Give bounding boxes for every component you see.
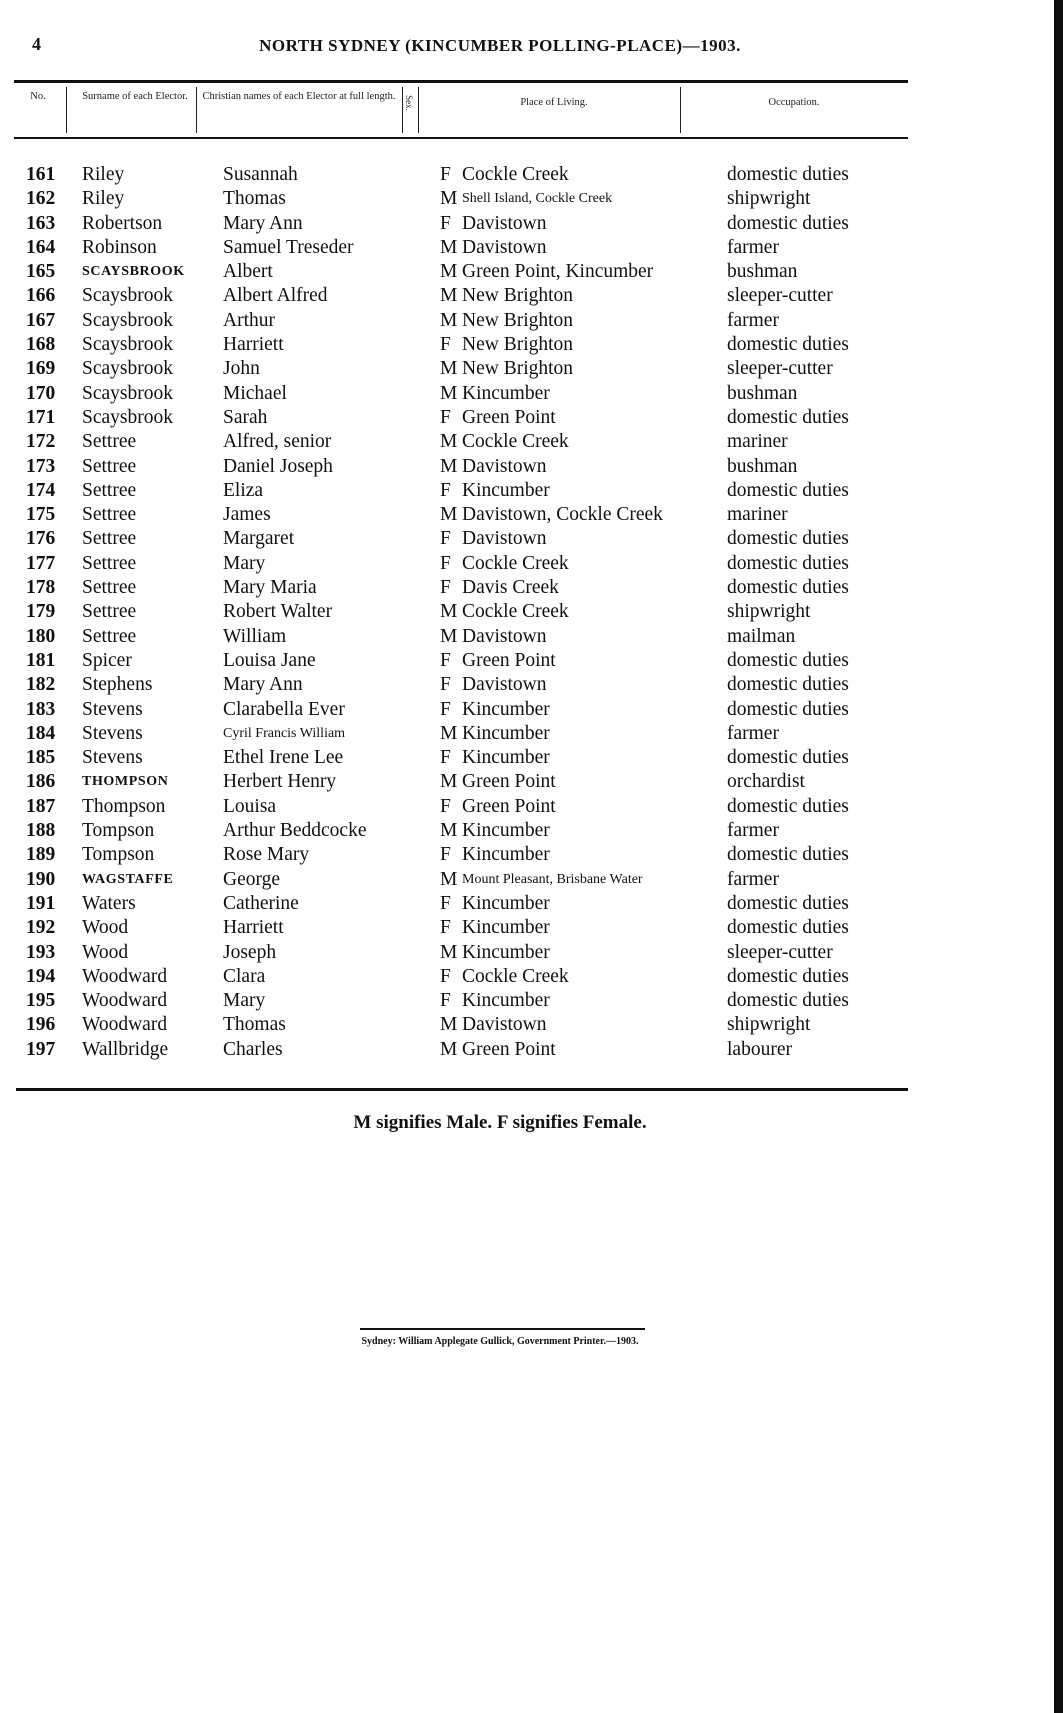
elector-occupation: shipwright: [727, 188, 811, 210]
elector-sex: F: [440, 698, 451, 720]
elector-place: Cockle Creek: [462, 965, 569, 987]
elector-surname: Waters: [82, 892, 136, 914]
elector-christian-names: Thomas: [223, 188, 286, 210]
elector-surname: Settree: [82, 577, 137, 599]
elector-christian-names: Daniel Joseph: [223, 455, 333, 477]
elector-no: 161: [26, 164, 56, 185]
elector-christian-names: Albert Alfred: [223, 285, 328, 307]
elector-christian-names: Harriett: [223, 334, 284, 356]
column-divider: [196, 87, 197, 133]
elector-place: Davistown: [462, 528, 547, 550]
elector-occupation: domestic duties: [727, 917, 849, 939]
table-row: [14, 187, 908, 211]
elector-occupation: bushman: [727, 382, 798, 404]
elector-christian-names: Harriett: [223, 917, 284, 939]
elector-occupation: labourer: [727, 1038, 792, 1060]
elector-occupation: mailman: [727, 625, 796, 647]
elector-sex: F: [440, 406, 451, 428]
table-row: [14, 479, 908, 503]
elector-surname: Wallbridge: [82, 1038, 169, 1060]
elector-no: 195: [26, 990, 56, 1012]
elector-surname: Settree: [82, 455, 137, 477]
table-row: [14, 941, 908, 965]
elector-surname: Settree: [82, 504, 137, 526]
elector-no: 166: [26, 285, 56, 307]
elector-no: 173: [26, 455, 56, 477]
elector-sex: F: [440, 747, 451, 769]
elector-no: 182: [26, 674, 56, 696]
elector-place: Kincumber: [462, 698, 550, 720]
elector-surname: Scaysbrook: [82, 285, 173, 307]
elector-occupation: shipwright: [727, 601, 811, 623]
elector-christian-names: Alfred, senior: [223, 431, 332, 453]
table-row: [14, 795, 908, 819]
elector-sex: M: [440, 941, 458, 963]
table-row: [14, 989, 908, 1013]
elector-no: 172: [26, 431, 56, 453]
elector-sex: M: [440, 358, 458, 380]
elector-surname: Woodward: [82, 1014, 168, 1036]
elector-place: Kincumber: [462, 990, 550, 1012]
table-row: [14, 892, 908, 916]
elector-christian-names: Robert Walter: [223, 601, 333, 623]
elector-occupation: domestic duties: [727, 698, 849, 720]
elector-christian-names: James: [223, 504, 271, 526]
elector-occupation: domestic duties: [727, 406, 849, 428]
elector-occupation: orchardist: [727, 771, 805, 793]
elector-christian-names: Joseph: [223, 941, 277, 963]
col-header-place: Place of Living.: [520, 97, 588, 108]
elector-surname: Settree: [82, 552, 137, 574]
elector-sex: M: [440, 236, 458, 258]
table-row: [14, 1013, 908, 1037]
elector-sex: M: [440, 1038, 458, 1060]
elector-surname: Wood: [82, 941, 129, 963]
elector-place: Kincumber: [462, 382, 550, 404]
elector-no: 194: [26, 965, 56, 987]
elector-place: Davistown: [462, 455, 547, 477]
elector-occupation: domestic duties: [727, 552, 849, 574]
table-row: [14, 212, 908, 236]
elector-christian-names: Mary: [223, 552, 266, 574]
elector-no: 184: [26, 722, 56, 744]
elector-surname: Scaysbrook: [82, 382, 173, 404]
elector-christian-names: Samuel Treseder: [223, 236, 354, 258]
elector-occupation: bushman: [727, 261, 798, 283]
sex-legend: M signifies Male. F signifies Female.: [353, 1112, 647, 1133]
elector-sex: M: [440, 1014, 458, 1036]
elector-occupation: domestic duties: [727, 965, 849, 987]
table-row: [14, 236, 908, 260]
elector-no: 192: [26, 917, 56, 939]
table-row: [14, 357, 908, 381]
elector-place: Kincumber: [462, 747, 550, 769]
elector-christian-names: Herbert Henry: [223, 771, 337, 793]
elector-no: 181: [26, 649, 56, 671]
elector-no: 179: [26, 601, 56, 623]
elector-christian-names: Clara: [223, 965, 266, 987]
elector-sex: F: [440, 528, 451, 550]
bottom-rule: [16, 1088, 908, 1091]
elector-no: 193: [26, 941, 56, 963]
elector-occupation: domestic duties: [727, 990, 849, 1012]
elector-christian-names: John: [223, 358, 260, 380]
elector-place: Green Point: [462, 649, 556, 671]
elector-occupation: sleeper-cutter: [727, 285, 833, 307]
elector-place: Shell Island, Cockle Creek: [462, 191, 613, 207]
elector-list: [14, 163, 908, 1062]
table-row: [14, 916, 908, 940]
elector-surname: Stephens: [82, 674, 153, 696]
elector-place: Kincumber: [462, 917, 550, 939]
elector-occupation: farmer: [727, 820, 779, 842]
elector-occupation: domestic duties: [727, 747, 849, 769]
elector-occupation: farmer: [727, 236, 779, 258]
elector-sex: F: [440, 965, 451, 987]
elector-sex: F: [440, 795, 451, 817]
elector-occupation: domestic duties: [727, 649, 849, 671]
elector-no: 169: [26, 358, 56, 380]
elector-surname: Woodward: [82, 965, 168, 987]
elector-place: Mount Pleasant, Brisbane Water: [462, 871, 643, 887]
elector-no: 165: [26, 261, 56, 283]
elector-occupation: domestic duties: [727, 528, 849, 550]
elector-surname: Scaysbrook: [82, 358, 173, 380]
elector-sex: M: [440, 285, 458, 307]
elector-christian-names: William: [223, 625, 287, 647]
table-row: [14, 309, 908, 333]
elector-place: Kincumber: [462, 820, 550, 842]
elector-sex: M: [440, 261, 458, 283]
elector-sex: M: [440, 868, 458, 890]
elector-occupation: farmer: [727, 868, 779, 890]
elector-surname: Wood: [82, 917, 129, 939]
elector-no: 188: [26, 820, 56, 842]
elector-surname: Thompson: [82, 795, 166, 817]
elector-sex: M: [440, 504, 458, 526]
table-row: [14, 868, 908, 892]
elector-sex: M: [440, 625, 458, 647]
elector-surname: Tompson: [82, 844, 155, 866]
table-row: [14, 722, 908, 746]
elector-surname: Settree: [82, 601, 137, 623]
elector-no: 163: [26, 212, 56, 234]
elector-place: Davistown: [462, 212, 547, 234]
imprint-rule: [360, 1328, 645, 1330]
col-header-no: No.: [30, 91, 46, 102]
elector-occupation: mariner: [727, 504, 788, 526]
elector-christian-names: Sarah: [223, 406, 268, 428]
elector-surname: Robinson: [82, 236, 157, 258]
elector-sex: F: [440, 674, 451, 696]
elector-surname: Stevens: [82, 698, 143, 720]
table-row: [14, 1038, 908, 1062]
elector-occupation: domestic duties: [727, 577, 849, 599]
table-row: [14, 260, 908, 284]
column-divider: [680, 87, 681, 133]
table-row: [14, 552, 908, 576]
page-number: 4: [32, 34, 41, 54]
table-row: [14, 673, 908, 697]
elector-christian-names: Cyril Francis William: [223, 725, 346, 741]
elector-occupation: sleeper-cutter: [727, 358, 833, 380]
elector-christian-names: Rose Mary: [223, 844, 310, 866]
elector-occupation: domestic duties: [727, 212, 849, 234]
elector-no: 171: [26, 406, 56, 428]
elector-sex: F: [440, 552, 451, 574]
elector-no: 186: [26, 771, 56, 793]
elector-surname: Riley: [82, 188, 125, 210]
elector-christian-names: Mary Ann: [223, 212, 303, 234]
elector-place: Cockle Creek: [462, 431, 569, 453]
elector-christian-names: Mary Maria: [223, 577, 317, 599]
column-divider: [66, 87, 67, 133]
elector-sex: F: [440, 479, 451, 501]
elector-sex: F: [440, 577, 451, 599]
column-divider: [418, 87, 419, 133]
elector-christian-names: Thomas: [223, 1014, 286, 1036]
elector-surname: SCAYSBROOK: [82, 264, 185, 280]
elector-sex: F: [440, 212, 451, 234]
elector-surname: Scaysbrook: [82, 309, 173, 331]
elector-place: Green Point: [462, 1038, 556, 1060]
elector-sex: M: [440, 722, 458, 744]
elector-occupation: sleeper-cutter: [727, 941, 833, 963]
table-row: [14, 625, 908, 649]
elector-sex: F: [440, 917, 451, 939]
elector-place: Davistown: [462, 674, 547, 696]
elector-no: 196: [26, 1014, 56, 1036]
elector-surname: WAGSTAFFE: [82, 871, 174, 887]
table-row: [14, 430, 908, 454]
elector-sex: M: [440, 601, 458, 623]
table-row: [14, 770, 908, 794]
elector-occupation: domestic duties: [727, 334, 849, 356]
table-row: [14, 746, 908, 770]
elector-place: Davis Creek: [462, 577, 559, 599]
table-row: [14, 600, 908, 624]
elector-christian-names: Clarabella Ever: [223, 698, 345, 720]
elector-surname: Settree: [82, 625, 137, 647]
elector-place: New Brighton: [462, 309, 574, 331]
elector-christian-names: Louisa Jane: [223, 649, 316, 671]
elector-no: 175: [26, 504, 56, 526]
elector-place: New Brighton: [462, 334, 574, 356]
table-row: [14, 284, 908, 308]
scan-edge: [1054, 0, 1063, 1713]
elector-place: Davistown: [462, 1014, 547, 1036]
table-row: [14, 406, 908, 430]
elector-christian-names: Louisa: [223, 795, 277, 817]
elector-place: Kincumber: [462, 892, 550, 914]
elector-sex: F: [440, 844, 451, 866]
elector-christian-names: Charles: [223, 1038, 283, 1060]
elector-occupation: shipwright: [727, 1014, 811, 1036]
elector-place: New Brighton: [462, 285, 574, 307]
elector-place: Cockle Creek: [462, 164, 569, 185]
elector-occupation: mariner: [727, 431, 788, 453]
elector-no: 190: [26, 868, 56, 890]
col-header-occupation: Occupation.: [768, 97, 820, 108]
elector-no: 177: [26, 552, 56, 574]
elector-no: 178: [26, 577, 56, 599]
elector-occupation: farmer: [727, 309, 779, 331]
elector-place: Davistown: [462, 236, 547, 258]
elector-christian-names: Michael: [223, 382, 287, 404]
elector-sex: M: [440, 431, 458, 453]
elector-christian-names: Ethel Irene Lee: [223, 747, 344, 769]
elector-sex: M: [440, 771, 458, 793]
elector-surname: Woodward: [82, 990, 168, 1012]
elector-surname: Stevens: [82, 722, 143, 744]
table-row: [14, 163, 908, 187]
elector-surname: Settree: [82, 479, 137, 501]
elector-place: Green Point: [462, 795, 556, 817]
table-header: [14, 80, 908, 139]
elector-sex: F: [440, 892, 451, 914]
elector-place: Green Point: [462, 406, 556, 428]
elector-christian-names: Arthur Beddcocke: [223, 820, 367, 842]
elector-surname: Settree: [82, 431, 137, 453]
elector-place: Cockle Creek: [462, 552, 569, 574]
table-row: [14, 503, 908, 527]
table-row: [14, 698, 908, 722]
table-row: [14, 382, 908, 406]
elector-christian-names: Margaret: [223, 528, 295, 550]
elector-no: 176: [26, 528, 56, 550]
elector-christian-names: George: [223, 868, 281, 890]
elector-place: Green Point: [462, 771, 556, 793]
elector-sex: M: [440, 455, 458, 477]
elector-no: 164: [26, 236, 56, 258]
elector-no: 170: [26, 382, 56, 404]
elector-sex: F: [440, 334, 451, 356]
elector-place: Cockle Creek: [462, 601, 569, 623]
elector-place: Kincumber: [462, 479, 550, 501]
elector-place: Kincumber: [462, 722, 550, 744]
elector-surname: Scaysbrook: [82, 334, 173, 356]
elector-occupation: domestic duties: [727, 674, 849, 696]
elector-surname: THOMPSON: [82, 774, 169, 790]
elector-no: 187: [26, 795, 56, 817]
elector-no: 168: [26, 334, 56, 356]
elector-surname: Robertson: [82, 212, 163, 234]
elector-christian-names: Mary Ann: [223, 674, 303, 696]
elector-place: Davistown, Cockle Creek: [462, 504, 663, 526]
elector-sex: M: [440, 188, 458, 210]
table-row: [14, 333, 908, 357]
elector-christian-names: Eliza: [223, 479, 264, 501]
elector-surname: Scaysbrook: [82, 406, 173, 428]
elector-christian-names: Arthur: [223, 309, 275, 331]
table-row: [14, 965, 908, 989]
elector-no: 180: [26, 625, 56, 647]
col-header-christian: Christian names of each Elector at full length.: [202, 91, 396, 102]
elector-occupation: domestic duties: [727, 844, 849, 866]
elector-christian-names: Susannah: [223, 164, 298, 185]
elector-place: Green Point, Kincumber: [462, 261, 654, 283]
elector-occupation: domestic duties: [727, 479, 849, 501]
elector-place: Davistown: [462, 625, 547, 647]
elector-sex: F: [440, 649, 451, 671]
col-header-surname: Surname of each Elector.: [82, 91, 188, 102]
elector-surname: Spicer: [82, 649, 132, 671]
elector-christian-names: Mary: [223, 990, 266, 1012]
elector-occupation: domestic duties: [727, 892, 849, 914]
elector-occupation: bushman: [727, 455, 798, 477]
elector-surname: Riley: [82, 164, 125, 185]
table-row: [14, 576, 908, 600]
elector-sex: F: [440, 990, 451, 1012]
elector-occupation: domestic duties: [727, 164, 849, 185]
elector-sex: M: [440, 309, 458, 331]
printer-imprint: Sydney: William Applegate Gullick, Government Printer.—1903.: [361, 1336, 639, 1347]
page-title: NORTH SYDNEY (KINCUMBER POLLING-PLACE)—1903.: [259, 36, 741, 55]
elector-surname: Settree: [82, 528, 137, 550]
table-row: [14, 455, 908, 479]
elector-no: 185: [26, 747, 56, 769]
elector-no: 197: [26, 1038, 56, 1060]
elector-place: Kincumber: [462, 941, 550, 963]
elector-sex: F: [440, 164, 451, 185]
elector-no: 191: [26, 892, 56, 914]
table-row: [14, 527, 908, 551]
elector-sex: M: [440, 820, 458, 842]
table-row: [14, 649, 908, 673]
elector-christian-names: Albert: [223, 261, 273, 283]
elector-no: 162: [26, 188, 56, 210]
elector-place: New Brighton: [462, 358, 574, 380]
elector-christian-names: Catherine: [223, 892, 299, 914]
elector-place: Kincumber: [462, 844, 550, 866]
elector-no: 167: [26, 309, 56, 331]
elector-no: 174: [26, 479, 56, 501]
elector-occupation: domestic duties: [727, 795, 849, 817]
elector-occupation: farmer: [727, 722, 779, 744]
elector-surname: Stevens: [82, 747, 143, 769]
table-row: [14, 843, 908, 867]
elector-no: 183: [26, 698, 56, 720]
elector-no: 189: [26, 844, 56, 866]
elector-sex: M: [440, 382, 458, 404]
col-header-sex: Sex.: [404, 95, 414, 111]
elector-surname: Tompson: [82, 820, 155, 842]
table-row: [14, 819, 908, 843]
